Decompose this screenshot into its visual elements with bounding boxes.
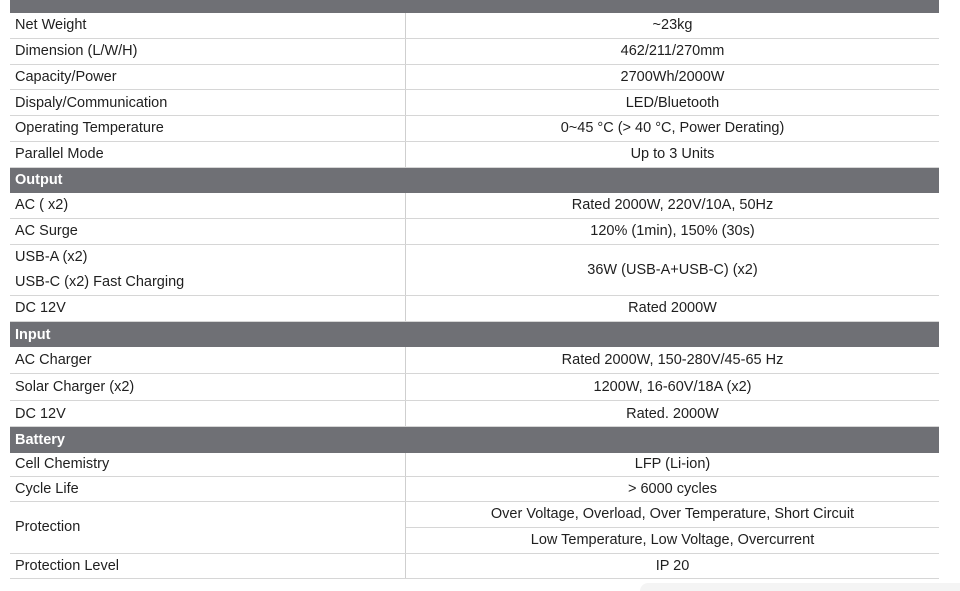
section-header-input: Input bbox=[10, 322, 939, 348]
section-header-battery: Battery bbox=[10, 427, 939, 453]
header-bar bbox=[10, 0, 939, 13]
spec-value: LED/Bluetooth bbox=[625, 94, 720, 111]
spec-value: 36W (USB-A+USB-C) (x2) bbox=[587, 261, 758, 278]
table-row bbox=[10, 477, 939, 502]
table-row bbox=[10, 116, 939, 142]
spec-name: Net Weight bbox=[10, 13, 406, 38]
spec-value: Over Voltage, Overload, Over Temperature, Short Circuit bbox=[490, 506, 855, 522]
spec-name: Cycle Life bbox=[10, 477, 406, 501]
table-row bbox=[10, 453, 939, 478]
spec-name: USB-C (x2) Fast Charging bbox=[15, 274, 185, 291]
spec-name: Parallel Mode bbox=[10, 142, 406, 167]
spec-value: ~23kg bbox=[652, 17, 693, 34]
spec-value: 1200W, 16-60V/18A (x2) bbox=[593, 379, 752, 396]
spec-value: Rated 2000W bbox=[628, 300, 717, 317]
spec-name: AC ( x2) bbox=[10, 193, 406, 218]
section-header-output: Output bbox=[10, 168, 939, 194]
spec-value: Low Temperature, Low Voltage, Overcurrent bbox=[406, 527, 939, 553]
spec-name-group bbox=[10, 245, 406, 296]
table-row bbox=[10, 142, 939, 168]
spec-value: Rated. 2000W bbox=[626, 405, 719, 422]
table-row bbox=[10, 65, 939, 91]
table-row bbox=[10, 347, 939, 374]
spec-value-group bbox=[406, 502, 939, 553]
spec-name: DC 12V bbox=[10, 401, 406, 426]
spec-table bbox=[10, 0, 939, 579]
spec-value: LFP (Li-ion) bbox=[634, 456, 711, 473]
table-row bbox=[10, 374, 939, 401]
spec-name: Cell Chemistry bbox=[10, 453, 406, 477]
spec-name: DC 12V bbox=[10, 296, 406, 321]
table-row bbox=[10, 39, 939, 65]
spec-name: AC Charger bbox=[10, 347, 406, 373]
table-row bbox=[10, 296, 939, 322]
table-row bbox=[10, 502, 939, 554]
spec-value: 462/211/270mm bbox=[620, 43, 725, 60]
spec-value: 0~45 °C (> 40 °C, Power Derating) bbox=[560, 120, 785, 137]
spec-name: Protection Level bbox=[10, 554, 406, 579]
spec-name: Dimension (L/W/H) bbox=[10, 39, 406, 64]
spec-name: Capacity/Power bbox=[10, 65, 406, 90]
spec-value: 120% (1min), 150% (30s) bbox=[590, 223, 755, 240]
spec-name: Operating Temperature bbox=[10, 116, 406, 141]
table-row bbox=[10, 554, 939, 580]
table-row bbox=[10, 90, 939, 116]
table-row bbox=[10, 245, 939, 297]
spec-name: USB-A (x2) bbox=[15, 249, 88, 266]
spec-value: 2700Wh/2000W bbox=[620, 68, 725, 85]
overlay-strip bbox=[640, 583, 960, 591]
table-row bbox=[10, 13, 939, 39]
spec-value: > 6000 cycles bbox=[627, 480, 718, 497]
table-row bbox=[10, 219, 939, 245]
spec-value: Rated 2000W, 220V/10A, 50Hz bbox=[571, 197, 774, 214]
spec-value: Rated 2000W, 150-280V/45-65 Hz bbox=[561, 352, 784, 369]
spec-name: AC Surge bbox=[10, 219, 406, 244]
spec-name: Dispaly/Communication bbox=[10, 90, 406, 115]
spec-value: IP 20 bbox=[655, 557, 690, 574]
table-row bbox=[10, 193, 939, 219]
spec-name: Protection bbox=[10, 502, 406, 553]
spec-name: Solar Charger (x2) bbox=[10, 374, 406, 400]
spec-value: Up to 3 Units bbox=[630, 146, 715, 163]
table-row bbox=[10, 401, 939, 427]
